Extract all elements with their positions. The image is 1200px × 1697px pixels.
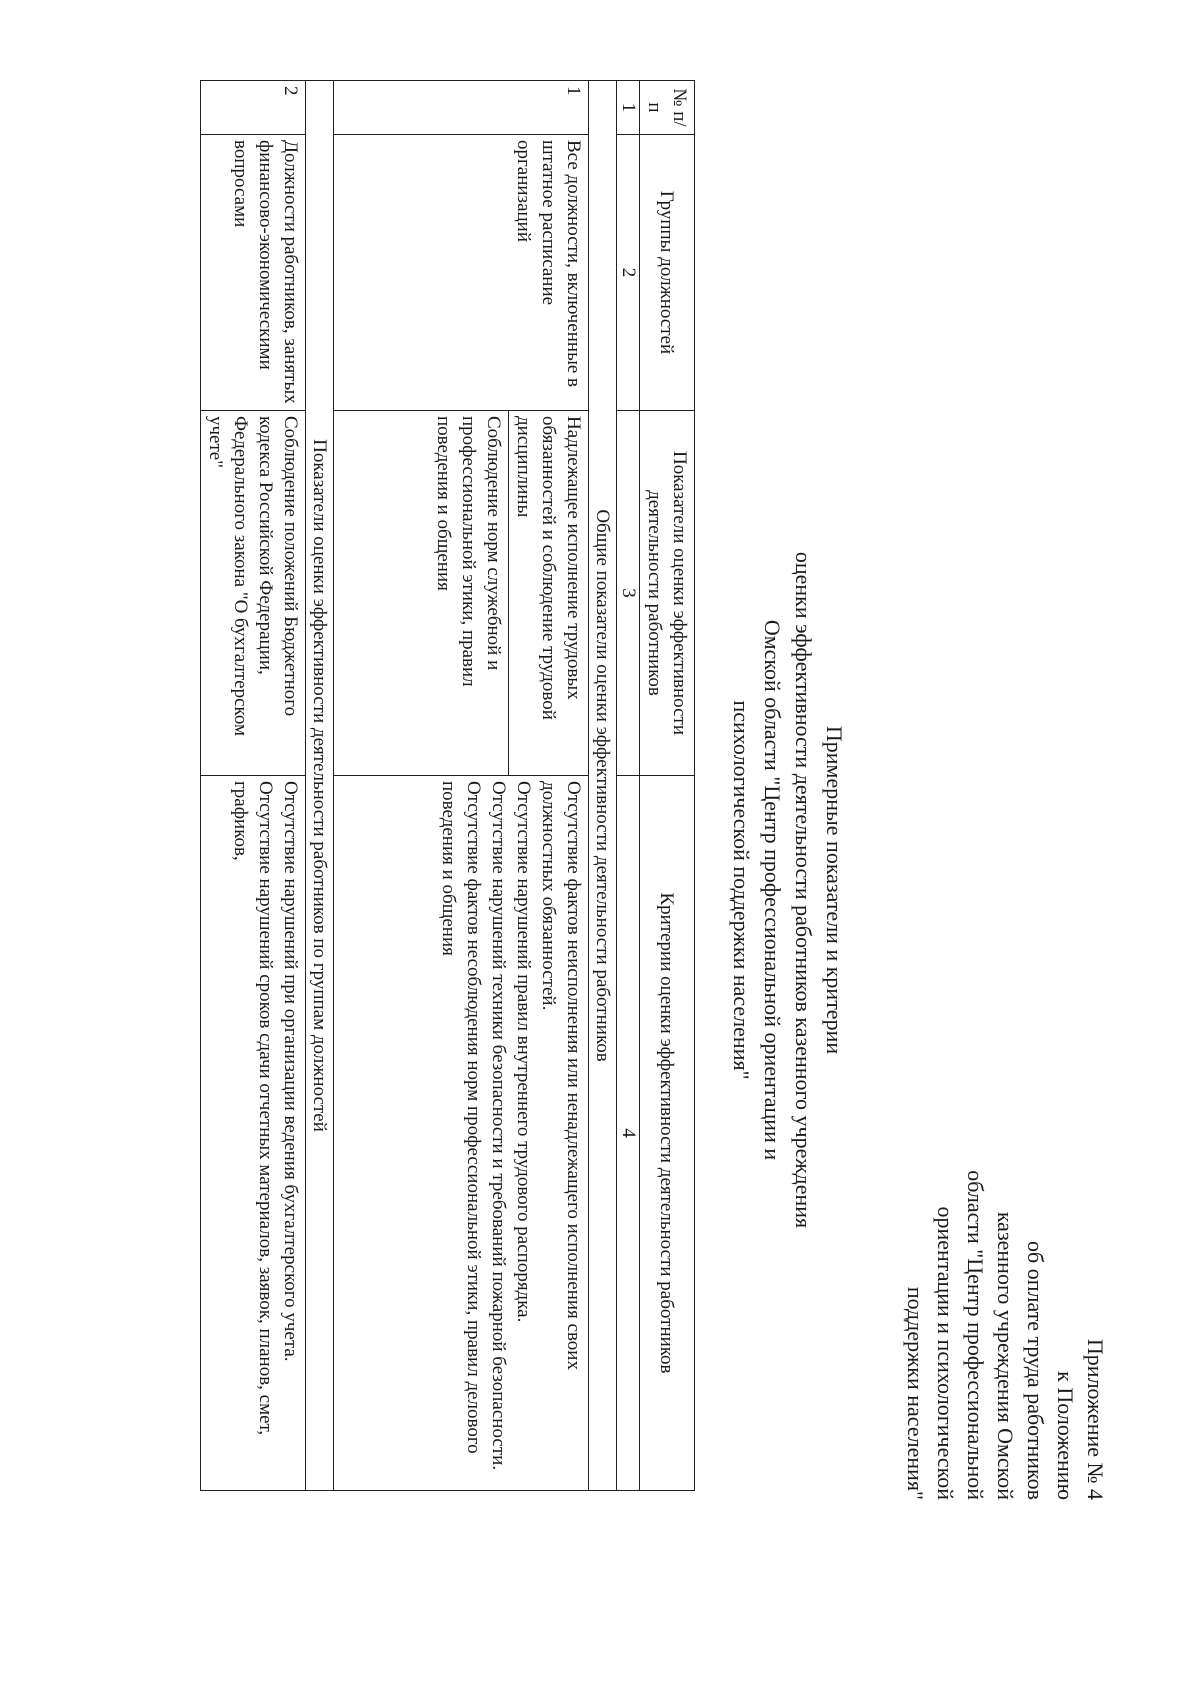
criteria-item: Отсутствие нарушений при организации ведения бухгалтерского учета. <box>280 781 301 1362</box>
indicator-cell: Соблюдение положений Бюджетного кодекса Российской Федерации, Федерального закона "О бухгалтерском учете" <box>201 411 306 776</box>
header-num: № п/п <box>640 81 695 135</box>
indicator-cell: Надлежащее исполнение трудовых обязанностей и соблюдение трудовой дисциплины <box>509 411 589 776</box>
section-row <box>306 81 334 1491</box>
title-line: Омской области "Центр профессиональной ориентации и <box>760 619 785 1161</box>
section-row <box>589 81 617 1491</box>
appendix-line: казенного учреждения Омской <box>993 1211 1018 1500</box>
row-number: 1 <box>334 81 589 135</box>
table-row <box>201 81 306 1491</box>
criteria-item: Отсутствие фактов неисполнения или ненадлежащего исполнения своих должностных обязанностей. <box>538 781 584 1370</box>
appendix-line: ориентации и психологической <box>933 1206 958 1500</box>
appendix-line: об оплате труда работников <box>1023 1241 1048 1500</box>
indicator-cell: Соблюдение норм служебной и профессиональной этики, правил поведения и общения <box>334 411 509 776</box>
criteria-table <box>200 80 695 1491</box>
criteria-cell <box>201 776 306 1491</box>
appendix-line: поддержки населения" <box>903 1286 928 1500</box>
column-number-row <box>617 81 640 1491</box>
row-number: 2 <box>201 81 306 135</box>
criteria-cell <box>334 776 589 1491</box>
header-criteria: Критерии оценки эффективности деятельности работников <box>640 776 695 1491</box>
title-line: оценки эффективности деятельности работников казенного учреждения <box>791 551 816 1229</box>
header-indicators: Показатели оценки эффективности деятельности работников <box>640 411 695 776</box>
column-number: 4 <box>617 776 640 1491</box>
column-number: 1 <box>617 81 640 135</box>
header-groups: Группы должностей <box>640 135 695 411</box>
title-line: психологической поддержки населения" <box>729 700 754 1080</box>
criteria-item: Отсутствие фактов несоблюдения норм профессиональной этики, правил делового поведения и общения <box>438 781 484 1454</box>
section-heading-general: Общие показатели оценки эффективности деятельности работников <box>589 81 617 1491</box>
appendix-line: Приложение № 4 <box>1083 1338 1108 1500</box>
table-row <box>509 81 589 1491</box>
table-header-row <box>640 81 695 1491</box>
appendix-reference <box>900 1140 1110 1500</box>
appendix-line: области "Центр профессиональной <box>963 1170 988 1500</box>
column-number: 2 <box>617 135 640 411</box>
column-number: 3 <box>617 411 640 776</box>
document-title <box>726 500 850 1280</box>
position-group: Все должности, включенные в штатное расписание организаций <box>334 135 589 411</box>
criteria-item: Отсутствие нарушений техники безопасности и требований пожарной безопасности. <box>488 781 509 1471</box>
title-line: Примерные показатели и критерии <box>822 725 847 1055</box>
position-group: Должности работников, занятых финансово-экономическими вопросами <box>201 135 306 411</box>
criteria-item: Отсутствие нарушений правил внутреннего трудового распорядка. <box>513 781 534 1323</box>
section-heading-groups: Показатели оценки эффективности деятельности работников по группам должностей <box>306 81 334 1491</box>
appendix-line: к Положению <box>1053 1371 1078 1500</box>
rotated-document-sheet <box>50 40 1110 1500</box>
criteria-item: Отсутствие нарушений сроков сдачи отчетных материалов, заявок, планов, смет, графиков, <box>230 781 276 1436</box>
